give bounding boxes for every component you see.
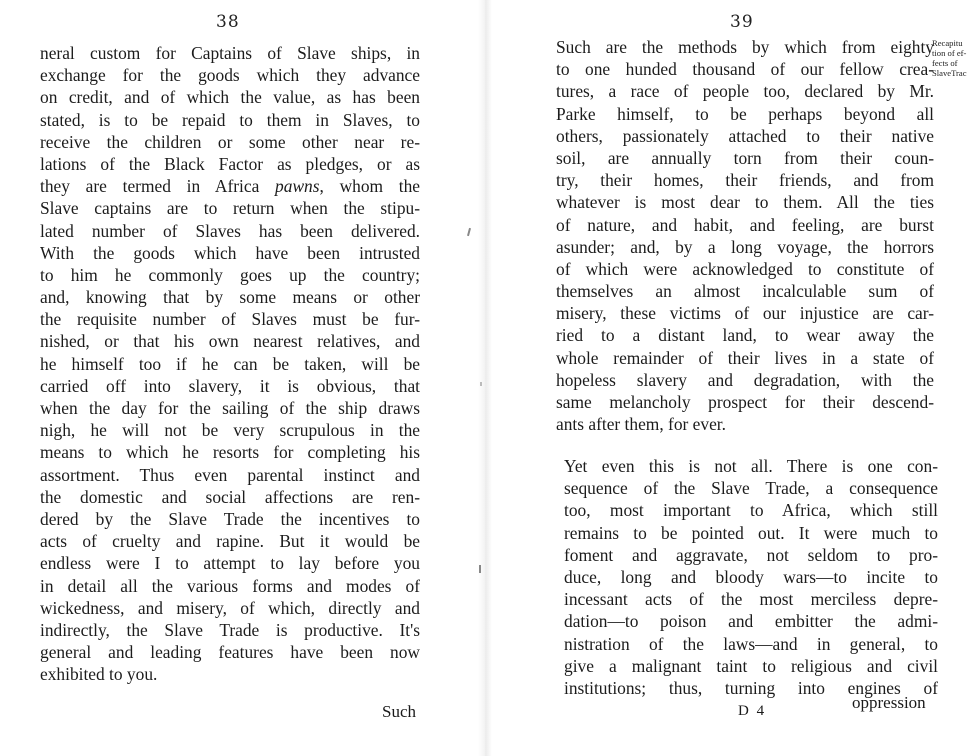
text-line: lations of the Black Factor as pledges, or as [40, 153, 420, 174]
text-line: dered by the Slave Trade the incentives to [40, 508, 420, 529]
text-line: others, passionately attached to their native [556, 125, 934, 146]
text-line: too, most important to Africa, which still [564, 500, 938, 521]
left-page-catchword: Such [382, 702, 416, 721]
text-line: he himself too if he can be taken, will be [40, 353, 420, 374]
text-line: on credit, and of which the value, as has been [40, 87, 420, 108]
text-line: themselves an almost incalculable sum of [556, 281, 934, 302]
text-line: Parke himself, to be perhaps beyond all [556, 103, 934, 124]
text-line: carried off into slavery, it is obvious, that [40, 375, 420, 396]
text-line: hopeless slavery and degradation, with the [556, 369, 934, 390]
text-line: whatever is most dear to them. All the ties [556, 192, 934, 213]
text-line: ants after them, for ever. [556, 414, 726, 435]
text-line: same melancholy prospect for their descend- [556, 392, 934, 412]
text-line: remains to be pointed out. It were much to [564, 522, 938, 543]
text-line: the domestic and social affections are ren- [40, 486, 420, 507]
text-line: general and leading features have been now [40, 642, 420, 663]
left-page-number: 38 [216, 12, 240, 32]
text-line: of which were acknowledged to constitute of [556, 258, 934, 279]
text-line: nigh, he will not be very scrupulous in the [40, 420, 420, 441]
marginal-note-line: tion of ef- [932, 48, 967, 58]
right-page [480, 0, 980, 756]
text-line: nistration of the laws—and in general, to [564, 633, 938, 654]
text-line: neral custom for Captains of Slave ships, in [40, 43, 420, 63]
text-line: wickedness, and misery, of which, directly and [40, 597, 420, 618]
left-page [0, 0, 480, 756]
text-line: exhibited to you. [40, 664, 158, 685]
text-line: dation—to poison and embitter the admi- [564, 611, 938, 632]
marginal-note-line: SlaveTrac [932, 68, 967, 78]
left-page-body-text [40, 42, 420, 685]
marginal-note-line: Recapitu [932, 38, 963, 48]
text-line: assortment. Thus even parental instinct and [40, 464, 420, 485]
text-line: With the goods which have been intrusted [40, 242, 420, 263]
text-line: stated, is to be repaid to them in Slaves, to [40, 109, 420, 130]
text-line: institutions; thus, turning into engines of [564, 677, 938, 698]
marginal-note-line: fects of [932, 58, 958, 68]
right-page-paragraph-1 [556, 36, 934, 435]
text-line: indirectly, the Slave Trade is productive. It's [40, 619, 420, 640]
text-line: means to which he resorts for completing his [40, 442, 420, 463]
right-page-number: 39 [730, 12, 754, 32]
marginal-note [932, 38, 980, 78]
text-line: acts of cruelty and rapine. But it would be [40, 531, 420, 552]
text-line: misery, these victims of our injustice are car- [556, 303, 934, 324]
text-line: and, knowing that by some means or other [40, 287, 420, 308]
text-line: asunder; and, by a long voyage, the horrors [556, 236, 934, 257]
text-line: Slave captains are to return when the stipu- [40, 198, 420, 219]
signature-mark: D 4 [738, 703, 767, 719]
text-line: foment and aggravate, not seldom to pro- [564, 544, 938, 565]
text-line: incessant acts of the most merciless depre- [564, 589, 938, 610]
text-line: try, their homes, their friends, and from [556, 170, 934, 191]
text-line: soil, are annually torn from their coun- [556, 147, 934, 168]
text-line: the requisite number of Slaves must be fur- [40, 309, 420, 330]
text-line: of nature, and habit, and feeling, are burst [556, 214, 934, 235]
text-line: give a malignant taint to religious and civil [564, 655, 938, 676]
text-line: lated number of Slaves has been delivered. [40, 220, 420, 241]
text-line: to one hunded thousand of our fellow crea- [556, 59, 934, 80]
text-line: in detail all the various forms and modes of [40, 575, 420, 596]
text-line: receive the children or some other near re- [40, 131, 420, 152]
text-line: nished, or that his own nearest relatives, and [40, 331, 420, 352]
text-line: whole remainder of their lives in a state of [556, 347, 934, 368]
right-page-paragraph-2 [564, 455, 938, 699]
text-line: duce, long and bloody wars—to incite to [564, 566, 938, 587]
text-line: ried to a distant land, to wear away the [556, 325, 934, 346]
text-line: endless were I to attempt to lay before you [40, 553, 420, 574]
right-page-catchword: oppression [852, 693, 926, 712]
text-line: sequence of the Slave Trade, a consequence [564, 478, 938, 499]
text-line: to him he commonly goes up the country; [40, 264, 420, 285]
text-line: exchange for the goods which they advance [40, 65, 420, 86]
text-line: they are termed in Africa pawns, whom the [40, 176, 420, 197]
text-line: Such are the methods by which from eighty [556, 37, 934, 57]
text-line: when the day for the sailing of the ship draws [40, 398, 420, 418]
text-line: Yet even this is not all. There is one con- [564, 456, 938, 476]
text-line: tures, a race of people too, declared by Mr. [556, 81, 934, 102]
